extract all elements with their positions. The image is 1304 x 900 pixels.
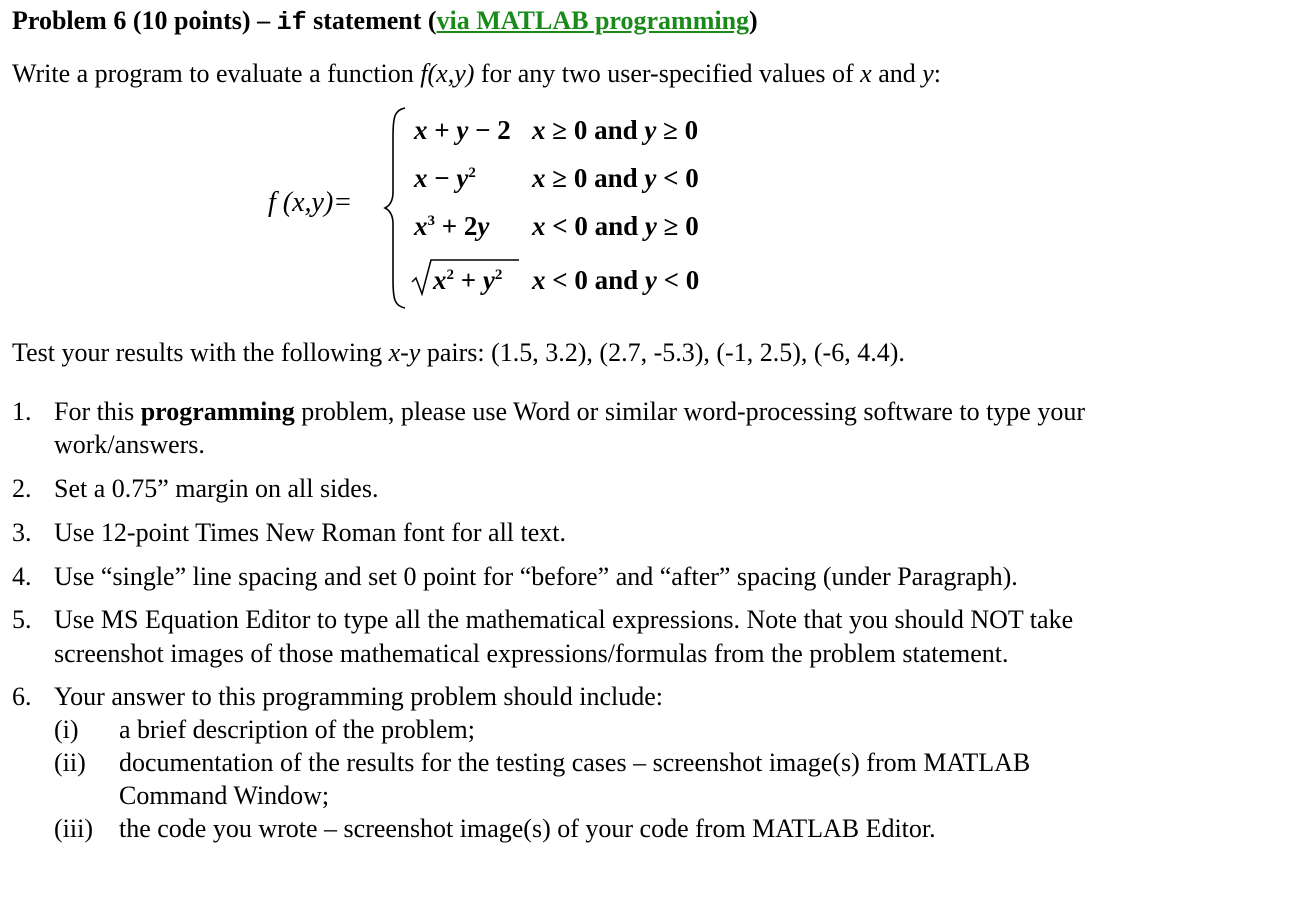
test-xy: x-y xyxy=(388,338,421,367)
sub-item-mark-iii: (iii) xyxy=(54,814,93,843)
intro-function: f(x,y) xyxy=(420,59,475,88)
list-item-5: Use MS Equation Editor to type all the mathematical expressions. Note that you should NOT take xyxy=(54,605,1074,634)
list-item-5-line2: screenshot images of those mathematical expressions/formulas from the problem statement. xyxy=(54,639,1009,668)
case-1-expression: x + y − 2 xyxy=(414,115,511,145)
test-text-2: pairs: (1.5, 3.2), (2.7, -5.3), (-1, 2.5), (-6, 4.4). xyxy=(420,338,905,367)
sub-item-mark-i: (i) xyxy=(54,715,79,744)
intro-text-2: for any two user-specified values of xyxy=(474,59,861,88)
title-middle: statement ( xyxy=(306,6,437,35)
list-item-1 xyxy=(54,395,1085,429)
intro-and: and xyxy=(871,59,923,88)
list-number-4: 4. xyxy=(12,562,32,591)
problem-title xyxy=(12,3,758,41)
sub-item-iii: the code you wrote – screenshot image(s) of your code from MATLAB Editor. xyxy=(119,814,936,843)
intro-text-1: Write a program to evaluate a function xyxy=(12,59,421,88)
item1-post: problem, please use Word or similar word-processing software to type your xyxy=(294,397,1085,426)
case-4-condition: x < 0 and y < 0 xyxy=(532,265,700,295)
test-paragraph xyxy=(12,336,905,370)
intro-paragraph xyxy=(12,57,941,91)
list-number-3: 3. xyxy=(12,518,32,547)
case-3-condition: x < 0 and y ≥ 0 xyxy=(532,211,699,241)
list-number-2: 2. xyxy=(12,474,32,503)
case-2-expression: $x - y^2$ xyxy=(414,163,476,193)
intro-colon: : xyxy=(933,59,942,88)
title-code-keyword: if xyxy=(276,8,307,37)
intro-x: x xyxy=(860,59,872,88)
list-number-6: 6. xyxy=(12,682,32,711)
sub-item-i: a brief description of the problem; xyxy=(119,715,475,744)
title-link[interactable]: via MATLAB programming xyxy=(436,6,750,35)
title-prefix: Problem 6 (10 points) – xyxy=(12,6,277,35)
list-number-1: 1. xyxy=(12,397,32,426)
sub-item-mark-ii: (ii) xyxy=(54,748,86,777)
case-2-condition: x ≥ 0 and y < 0 xyxy=(532,163,699,193)
intro-y: y xyxy=(922,59,934,88)
title-suffix: ) xyxy=(749,6,758,35)
case-1-condition: x ≥ 0 and y ≥ 0 xyxy=(532,115,699,145)
sub-item-ii: documentation of the results for the testing cases – screenshot image(s) from MATLAB xyxy=(119,748,1031,777)
item1-bold: programming xyxy=(140,397,295,426)
list-number-5: 5. xyxy=(12,605,32,634)
test-text-1: Test your results with the following xyxy=(12,338,389,367)
sqrt-radicand: $x^2 + y^2$ xyxy=(433,265,503,295)
left-brace-icon xyxy=(383,106,407,310)
item1-pre: For this xyxy=(54,397,141,426)
list-item-1-line2: work/answers. xyxy=(54,430,205,459)
sub-item-ii-line2: Command Window; xyxy=(119,781,330,810)
list-item-2: Set a 0.75” margin on all sides. xyxy=(54,474,379,503)
case-3-expression: $x^3 + 2y$ xyxy=(414,211,490,241)
list-item-3: Use 12-point Times New Roman font for all text. xyxy=(54,518,567,547)
equation-lhs: f (x,y)= xyxy=(268,187,353,218)
list-item-4: Use “single” line spacing and set 0 point for “before” and “after” spacing (under Paragraph). xyxy=(54,562,1018,591)
list-item-6: Your answer to this programming problem should include: xyxy=(54,682,664,711)
